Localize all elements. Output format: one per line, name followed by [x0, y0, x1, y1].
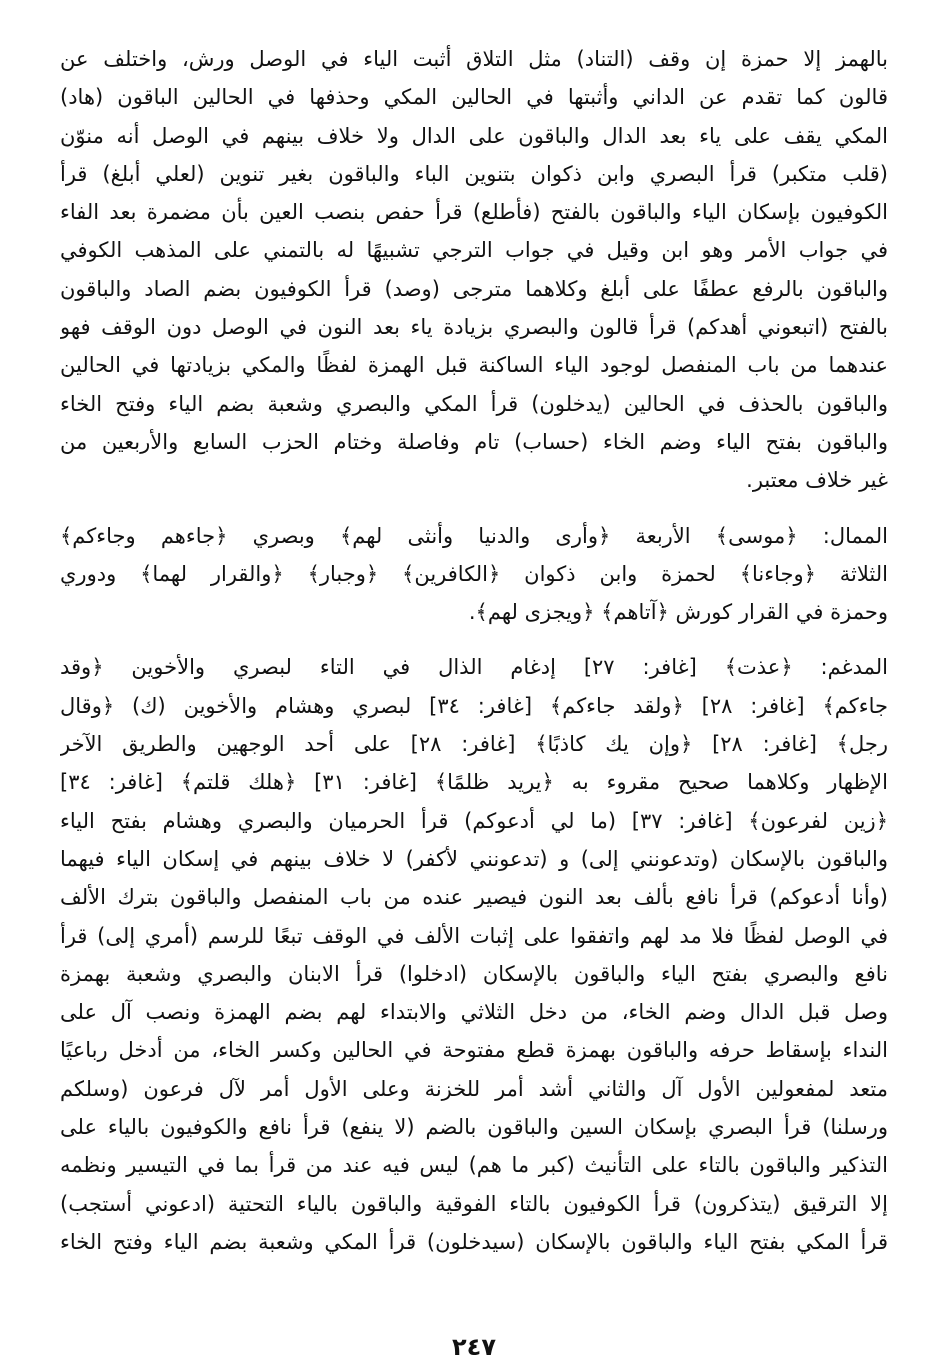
- text-line: إلا الترقيق (يتذكرون) قرأ الكوفيون بالتاء الفوقية والباقون بالياء التحتية (ادعوني أستجب): [60, 1191, 888, 1216]
- text-line: الممال: ﴿موسى﴾ الأربعة ﴿وأرى والدنيا وأنثى لهم﴾ وبصري ﴿جاءهم وجاءكم﴾: [60, 523, 888, 548]
- text-line: رجل﴾ [غافر: ٢٨] ﴿وإن يك كاذبًا﴾ [غافر: ٢٨] على أحد الوجهين والطريق الآخر: [60, 732, 888, 757]
- text-line: الكوفيون بإسكان الياء والباقون بالفتح (فأطلع) قرأ حفص بنصب العين بأن مضمرة بعد الفاء: [60, 200, 888, 225]
- paragraph-gap: [60, 631, 888, 648]
- text-line: الثلاثة ﴿وجاءنا﴾ لحمزة وابن ذكوان ﴿الكافرين﴾ ﴿وجبار﴾ ﴿والقرار لهما﴾ ودوري: [60, 561, 888, 586]
- text-line: في جواب الأمر وهو ابن وقيل في جواب الترجي تشبيهًا له بالتمني على المذهب الكوفي: [60, 238, 888, 263]
- paragraph-mumal: [60, 517, 888, 632]
- text-line: والباقون بالرفع عطفًا على أبلغ وكلاهما مترجى (وصد) قرأ الكوفيون بضم الصاد والباقون: [60, 276, 888, 301]
- text-line: وحمزة في القرار كورش ﴿آتاهم﴾ ﴿ويجزى لهم﴾.: [468, 600, 888, 625]
- text-line: والباقون بالحذف في الحالين (يدخلون) قرأ المكي والبصري وشعبة بضم الياء وفتح الخاء: [60, 391, 888, 416]
- paragraph-tafsir: [60, 40, 888, 500]
- text-line: التذكير والباقون بالتاء على التأنيث (كبر ما هم) ليس فيه عند من قرأ بما في التيسير ونظمه: [60, 1153, 888, 1178]
- text-line: قرأ المكي بفتح الياء والباقون بالإسكان (سيدخلون) قرأ المكي وشعبة بضم الياء وفتح الخاء: [60, 1229, 888, 1254]
- text-line: بالفتح (اتبعوني أهدكم) قرأ قالون والبصري بزيادة ياء بعد النون في الوصل دون الوقف فهو: [60, 315, 888, 340]
- text-line: عندهما من باب المنفصل لوجود الياء الساكنة قبل الهمزة لفظًا والمكي بزيادتها في الحالين: [60, 353, 888, 378]
- text-line: (وأنا أدعوكم) قرأ نافع بألف بعد النون فيصير عنده من باب المنفصل والباقون بترك الألف: [60, 885, 888, 910]
- text-line: ورسلنا) قرأ البصري بإسكان السين والباقون بالضم (لا ينفع) قرأ نافع والكوفيون بالياء على: [60, 1115, 888, 1140]
- text-line: المكي يقف على ياء بعد الدال والباقون على الدال ولا خلاف بينهم في الوصل أنه منوّن: [60, 123, 888, 148]
- text-line: قالون كما تقدم عن الداني وأثبتها في الحالين المكي وحذفها في الحالين الباقون (هاد): [60, 85, 888, 110]
- text-line: (قلب متكبر) قرأ البصري وابن ذكوان بتنوين الباء والباقون بغير تنوين (لعلي أبلغ) قرأ: [60, 161, 888, 186]
- text-line: الإظهار وكلاهما صحيح مقروء به ﴿يريد ظلمًا﴾ [غافر: ٣١] ﴿هلك قلتم﴾ [غافر: ٣٤]: [60, 770, 888, 795]
- text-line: متعد لمفعولين الأول آل والثاني أشد أمر للخزنة وعلى الأول أمر لآل فرعون (وسلكم: [60, 1076, 888, 1101]
- page-body: [60, 40, 888, 1329]
- text-line: في الوصل لفظًا فلا مد لهم واتفقوا على إثبات الألف في الوقف تبعًا للرسم (أمري إلى) قرأ: [60, 923, 888, 948]
- paragraph-gap: [60, 500, 888, 517]
- paragraph-mudgham: [60, 648, 888, 1261]
- text-line: وصل قبل الدال وضم الخاء، من دخل الثلاثي والابتداء لهم بضم الهمزة ونصب آل على: [60, 1000, 888, 1025]
- text-line: جاءكم﴾ [غافر: ٢٨] ﴿ولقد جاءكم﴾ [غافر: ٣٤] لبصري وهشام والأخوين (ك) ﴿وقال: [60, 693, 888, 718]
- text-line: بالهمز إلا حمزة إن وقف (التناد) مثل التلاق أثبت الياء في الوصل ورش، واختلف عن: [60, 47, 888, 71]
- text-line: والباقون بالإسكان (وتدعونني إلى) و (تدعونني لأكفر) لا خلاف بينهم في إسكان الياء فيهما: [60, 846, 888, 871]
- text-line: والباقون بفتح الياء وضم الخاء (حساب) تام وفاصلة وختام الحزب السابع والأربعين من: [60, 429, 888, 454]
- text-line: ﴿زين لفرعون﴾ [غافر: ٣٧] (ما لي أدعوكم) قرأ الحرميان والبصري وهشام بفتح الياء: [60, 808, 888, 833]
- page-number: ٢٤٧: [452, 1333, 496, 1361]
- text-line: غير خلاف معتبر.: [746, 468, 888, 493]
- text-line: المدغم: ﴿عذت﴾ [غافر: ٢٧] إدغام الذال في التاء لبصري والأخوين ﴿وقد: [60, 655, 888, 680]
- text-line: النداء بإسقاط حرفه والباقون بهمزة قطع مفتوحة في الحالين وكسر الخاء، من أدخل رباعيًا: [60, 1038, 888, 1063]
- text-line: نافع والبصري بفتح الياء والباقون بالإسكان (ادخلوا) قرأ الابنان والبصري وشعبة بهمزة: [60, 961, 888, 986]
